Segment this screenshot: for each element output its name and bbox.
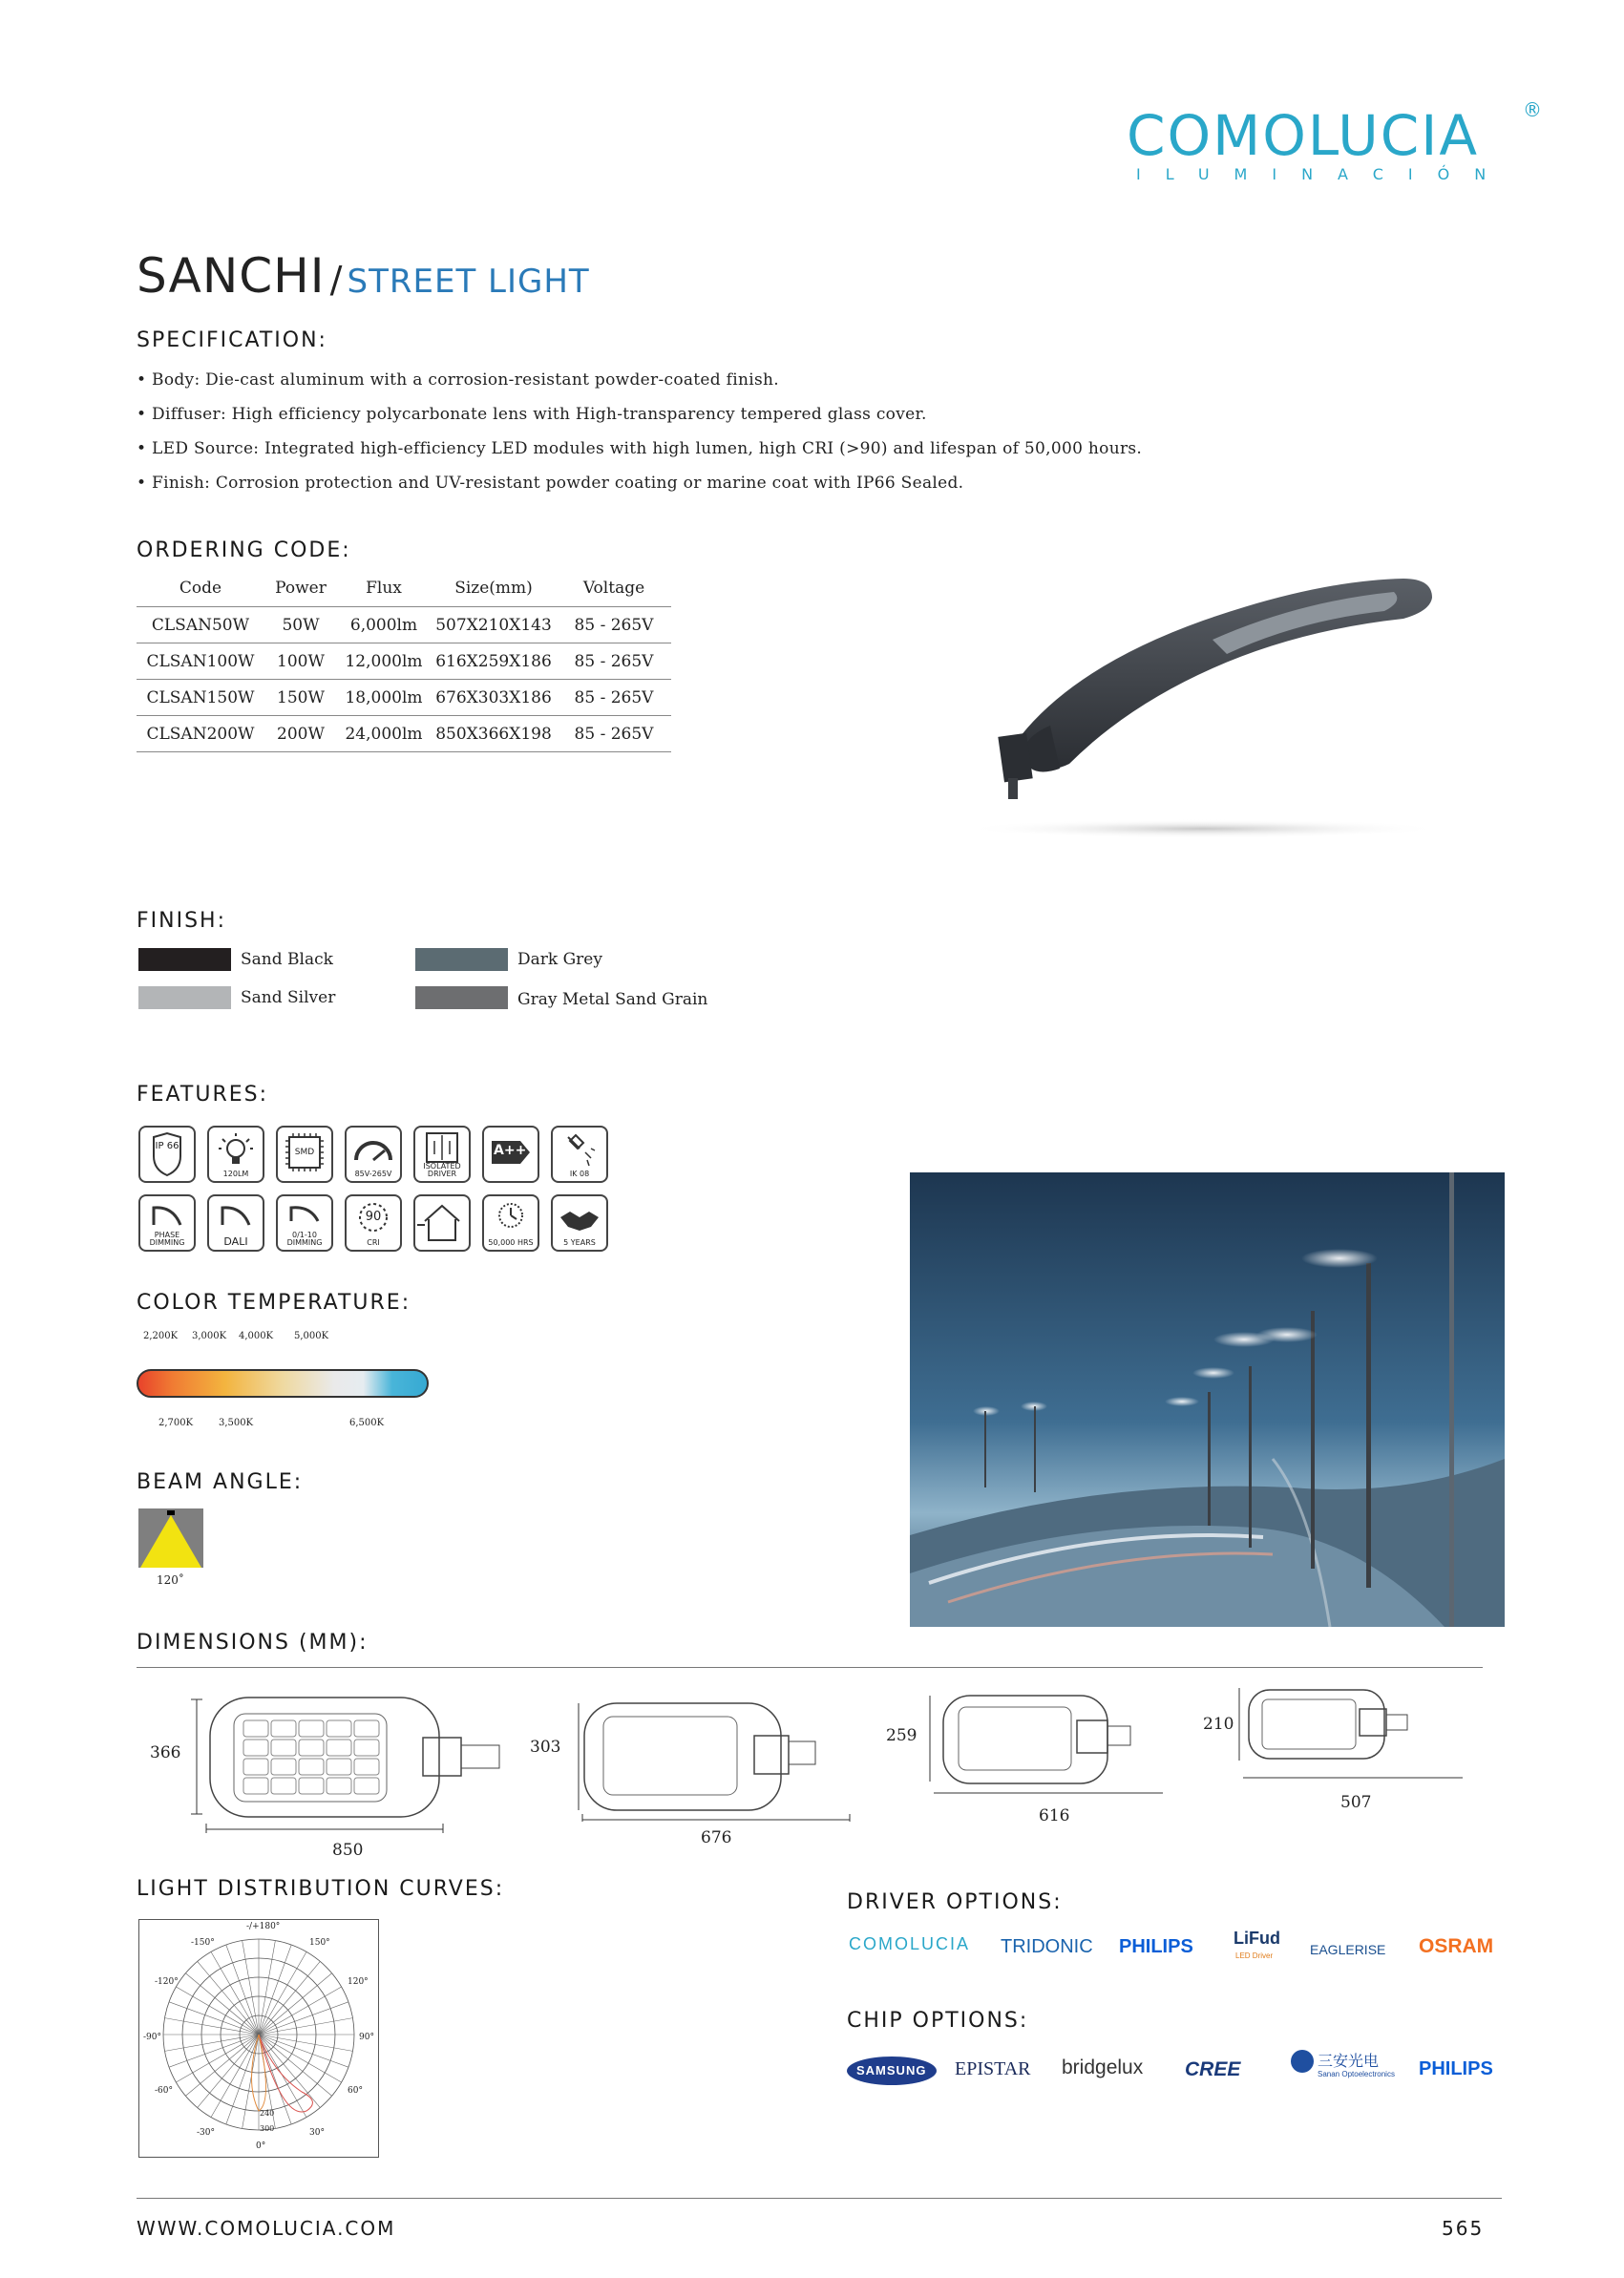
dimension-drawing-850 xyxy=(191,1690,506,1833)
footer-divider xyxy=(137,2198,1502,2199)
polar-angle-label: -60° xyxy=(155,2086,173,2096)
dali-icon xyxy=(207,1194,264,1252)
finish-label: Gray Metal Sand Grain xyxy=(517,990,708,1009)
cell-size: 850X366X198 xyxy=(431,716,557,752)
product-name: SANCHI xyxy=(137,248,326,304)
chip-options-heading: CHIP OPTIONS: xyxy=(847,2009,1029,2033)
feature-label: DALI xyxy=(223,1235,248,1248)
cell-voltage: 85 - 265V xyxy=(557,716,671,752)
ct-label: 3,000K xyxy=(192,1331,227,1341)
page-title xyxy=(137,248,590,304)
col-size: Size(mm) xyxy=(431,570,557,607)
chip-logo-sanan: 三安光电 xyxy=(1318,2052,1380,2070)
page-number: 565 xyxy=(1442,2217,1485,2240)
ct-label: 3,500K xyxy=(219,1418,254,1428)
cell-power: 100W xyxy=(264,643,337,680)
cell-power: 50W xyxy=(264,607,337,643)
driver-logo-tridonic: TRIDONIC xyxy=(1001,1936,1093,1957)
driver-logo-lifud-sub: LED Driver xyxy=(1235,1951,1274,1960)
dimension-width: 616 xyxy=(1039,1806,1070,1825)
polar-radial-label: 240 xyxy=(260,2109,275,2118)
polar-angle-label: 30° xyxy=(309,2128,325,2138)
table-row xyxy=(137,643,671,680)
feature-label: ISOLATED DRIVER xyxy=(423,1162,461,1178)
polar-angle-label: 150° xyxy=(309,1938,330,1948)
dimension-height: 303 xyxy=(530,1738,561,1757)
table-row xyxy=(137,680,671,716)
footer-website[interactable]: WWW.COMOLUCIA.COM xyxy=(137,2217,396,2240)
polar-angle-label: 120° xyxy=(348,1977,369,1987)
cell-voltage: 85 - 265V xyxy=(557,680,671,716)
polar-radial-label: 300 xyxy=(260,2124,275,2133)
dimensions-divider xyxy=(137,1667,1483,1668)
ip66-shield-icon xyxy=(138,1126,196,1183)
dimension-height: 210 xyxy=(1203,1715,1234,1734)
smd-chip-icon xyxy=(276,1126,333,1183)
cell-voltage: 85 - 265V xyxy=(557,607,671,643)
finish-heading: FINISH: xyxy=(137,909,227,933)
finish-label: Dark Grey xyxy=(517,950,602,969)
dimension-height: 259 xyxy=(886,1726,917,1745)
feature-label: 50,000 HRS xyxy=(488,1238,534,1247)
svg-text:®: ® xyxy=(1523,98,1542,121)
table-row xyxy=(137,716,671,752)
title-separator: / xyxy=(329,259,343,301)
table-header-row xyxy=(137,570,671,607)
energy-class-icon xyxy=(482,1126,539,1183)
table-row xyxy=(137,607,671,643)
clock-icon xyxy=(482,1194,539,1252)
finish-swatch-sand-black xyxy=(138,948,231,971)
cell-code: CLSAN100W xyxy=(137,643,264,680)
chip-logo-sanan-icon xyxy=(1291,2050,1314,2073)
dimension-drawing-616 xyxy=(924,1690,1172,1800)
polar-angle-label: -150° xyxy=(191,1938,215,1948)
spec-item: • LED Source: Integrated high-efficiency LED modules with high lumen, high CRI (>90) and lifespan of 50,000 hours. xyxy=(137,439,1143,458)
feature-label: 85V-265V xyxy=(354,1170,392,1178)
color-temperature-heading: COLOR TEMPERATURE: xyxy=(137,1291,411,1315)
driver-logo-comolucia: COMOLUCIA xyxy=(849,1934,971,1953)
handshake-icon xyxy=(551,1194,608,1252)
polar-angle-label: -120° xyxy=(155,1977,179,1987)
isolated-driver-icon xyxy=(413,1126,471,1183)
dimension-width: 676 xyxy=(701,1828,732,1847)
ip66-text: IP 66 xyxy=(155,1141,179,1151)
cell-flux: 18,000lm xyxy=(337,680,431,716)
chip-logo-epistar: EPISTAR xyxy=(955,2058,1031,2079)
col-power: Power xyxy=(264,570,337,607)
ct-label: 2,200K xyxy=(143,1331,179,1341)
cell-size: 676X303X186 xyxy=(431,680,557,716)
svg-text:ILUMINACIÓN: ILUMINACIÓN xyxy=(1136,165,1511,183)
col-code: Code xyxy=(137,570,264,607)
cri-icon xyxy=(345,1194,402,1252)
hammer-impact-icon xyxy=(551,1126,608,1183)
dimming-0-10-icon xyxy=(276,1194,333,1252)
cri-value: 90 xyxy=(365,1210,382,1224)
driver-options-heading: DRIVER OPTIONS: xyxy=(847,1890,1063,1914)
cell-code: CLSAN50W xyxy=(137,607,264,643)
features-heading: FEATURES: xyxy=(137,1083,269,1107)
cell-flux: 6,000lm xyxy=(337,607,431,643)
polar-angle-label: 0° xyxy=(256,2141,266,2151)
cell-flux: 24,000lm xyxy=(337,716,431,752)
beam-angle-heading: BEAM ANGLE: xyxy=(137,1470,304,1494)
polar-angle-label: -30° xyxy=(197,2128,215,2138)
driver-logo-philips: PHILIPS xyxy=(1119,1936,1193,1957)
phase-dimming-icon xyxy=(138,1194,196,1252)
cell-voltage: 85 - 265V xyxy=(557,643,671,680)
street-photo xyxy=(910,1172,1505,1627)
cell-flux: 12,000lm xyxy=(337,643,431,680)
dimension-width: 850 xyxy=(332,1841,364,1860)
dimension-height: 366 xyxy=(150,1743,181,1762)
ct-label: 5,000K xyxy=(294,1331,329,1341)
cell-size: 616X259X186 xyxy=(431,643,557,680)
ordering-heading: ORDERING CODE: xyxy=(137,538,351,562)
beam-angle-icon xyxy=(138,1508,203,1568)
product-image xyxy=(955,563,1451,850)
finish-swatch-sand-silver xyxy=(138,986,231,1009)
house-icon xyxy=(413,1194,471,1252)
dimension-drawing-507 xyxy=(1234,1682,1472,1792)
feature-label: 5 YEARS xyxy=(563,1238,596,1247)
cell-power: 150W xyxy=(264,680,337,716)
feature-label: PHASE DIMMING xyxy=(149,1231,185,1247)
cell-code: CLSAN200W xyxy=(137,716,264,752)
brand-logo-mark xyxy=(1127,95,1547,186)
bulb-icon xyxy=(207,1126,264,1183)
polar-chart xyxy=(138,1919,379,2158)
svg-text:COMOLUCIA: COMOLUCIA xyxy=(1127,103,1480,168)
spec-item: • Body: Die-cast aluminum with a corrosion-resistant powder-coated finish. xyxy=(137,370,779,390)
cell-size: 507X210X143 xyxy=(431,607,557,643)
col-flux: Flux xyxy=(337,570,431,607)
feature-label: CRI xyxy=(367,1238,380,1247)
light-distribution-heading: LIGHT DISTRIBUTION CURVES: xyxy=(137,1877,505,1901)
spec-item: • Finish: Corrosion protection and UV-resistant powder coating or marine coat with IP66 Sealed. xyxy=(137,474,964,493)
finish-swatch-gray-metal xyxy=(415,986,508,1009)
feature-label: IK 08 xyxy=(569,1170,590,1178)
specification-heading: SPECIFICATION: xyxy=(137,328,327,352)
beam-angle-label: 120˚ xyxy=(157,1573,184,1587)
finish-label: Sand Silver xyxy=(241,988,336,1007)
feature-label: SMD xyxy=(294,1148,315,1157)
dimension-drawing-676 xyxy=(573,1698,859,1822)
cell-code: CLSAN150W xyxy=(137,680,264,716)
finish-swatch-dark-grey xyxy=(415,948,508,971)
brand-logo xyxy=(1127,95,1547,186)
driver-logo-osram: OSRAM xyxy=(1419,1935,1494,1957)
cell-power: 200W xyxy=(264,716,337,752)
ordering-table xyxy=(137,570,671,752)
chip-logo-sanan-sub: Sanan Optoelectronics xyxy=(1318,2070,1395,2078)
dimensions-heading: DIMENSIONS (MM): xyxy=(137,1631,369,1655)
ct-label: 2,700K xyxy=(158,1418,194,1428)
voltage-gauge-icon xyxy=(345,1126,402,1183)
color-temperature-bar xyxy=(137,1369,429,1398)
product-category: STREET LIGHT xyxy=(347,263,590,301)
polar-angle-label: 90° xyxy=(359,2033,374,2042)
feature-label: 120LM xyxy=(222,1170,249,1178)
finish-label: Sand Black xyxy=(241,950,333,969)
spec-item: • Diffuser: High efficiency polycarbonate lens with High-transparency tempered glass cover. xyxy=(137,405,927,424)
feature-label: 0/1-10 DIMMING xyxy=(286,1231,323,1247)
chip-logo-philips: PHILIPS xyxy=(1419,2058,1493,2079)
chip-logo-bridgelux: bridgelux xyxy=(1062,2057,1144,2078)
chip-logo-cree: CREE xyxy=(1185,2058,1241,2080)
driver-logo-eaglerise: EAGLERISE xyxy=(1310,1942,1386,1957)
polar-angle-label: -90° xyxy=(143,2033,161,2042)
chip-logo-samsung: SAMSUNG xyxy=(856,2063,927,2078)
polar-angle-label: 60° xyxy=(348,2086,363,2096)
col-voltage: Voltage xyxy=(557,570,671,607)
polar-angle-label: -/+180° xyxy=(246,1922,281,1931)
ct-label: 4,000K xyxy=(239,1331,274,1341)
ct-label: 6,500K xyxy=(349,1418,385,1428)
dimension-width: 507 xyxy=(1340,1793,1372,1812)
driver-logo-lifud: LiFud xyxy=(1234,1929,1280,1948)
feature-label: A++ xyxy=(494,1143,527,1158)
